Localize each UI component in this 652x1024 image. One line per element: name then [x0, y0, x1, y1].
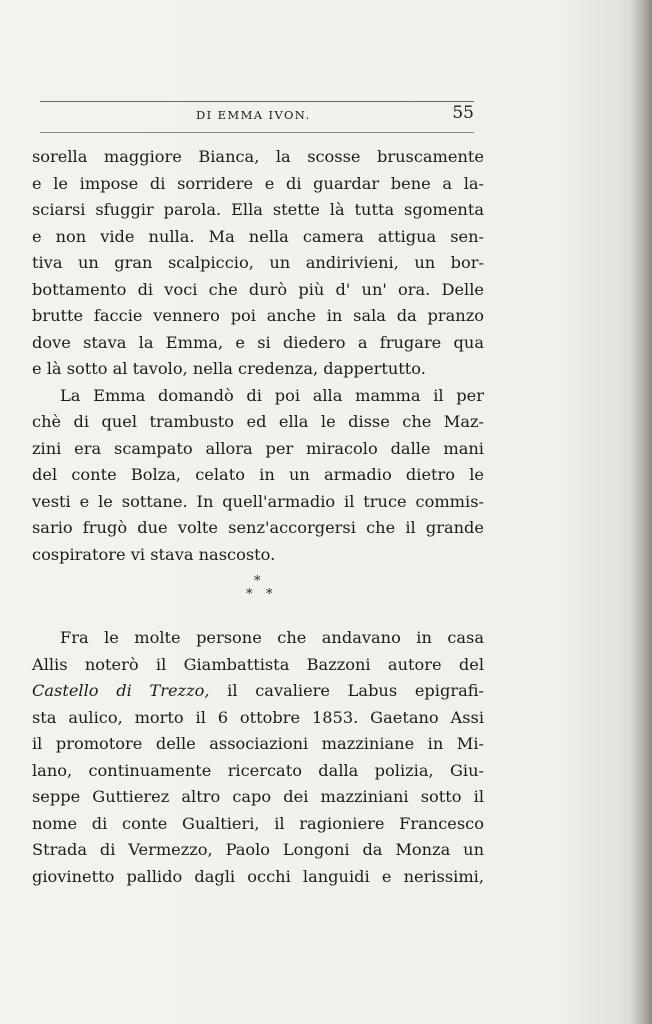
body-text-lower — [32, 625, 484, 890]
text-line: brutte faccie vennero poi anche in sala da pranzo — [32, 306, 484, 325]
header-rule-top — [40, 101, 474, 102]
text-line-italic-title — [32, 678, 484, 705]
asterism-divider — [230, 574, 290, 614]
book-title-italic: Castello di Trezzo, — [32, 681, 210, 700]
text-line: tiva un gran scalpiccio, un andirivieni, un bor- — [32, 253, 484, 272]
text-line: dove stava la Emma, e si diedero a frugare qua — [32, 332, 484, 352]
header-rule-bottom — [40, 132, 474, 133]
text-line: sario frugò due volte senz'accorgersi che il grande — [32, 518, 484, 537]
text-line: giovinetto pallido dagli occhi languidi e nerissimi, — [32, 866, 484, 886]
text-line: del conte Bolza, celato in un armadio dietro le — [32, 465, 484, 484]
text-line: seppe Guttierez altro capo dei mazziniani sotto il — [32, 787, 484, 806]
text-line: sciarsi sfuggir parola. Ella stette là tutta sgomenta — [32, 200, 484, 219]
text-line: cospiratore vi stava nascosto. — [32, 544, 276, 564]
running-title: DI EMMA IVON. — [196, 108, 311, 122]
text-line: e là sotto al tavolo, nella credenza, dappertutto. — [32, 359, 426, 378]
text-line: La Emma domandò di poi alla mamma il per — [60, 385, 484, 405]
text-line: Strada di Vermezzo, Paolo Longoni da Monza un — [32, 840, 484, 859]
text-line: Fra le molte persone che andavano in casa — [60, 628, 484, 647]
body-text-upper — [32, 144, 484, 568]
text-line: nome di conte Gualtieri, il ragioniere Francesco — [32, 813, 484, 833]
text-line: il promotore delle associazioni mazziniane in Mi- — [32, 734, 484, 753]
text-line: e le impose di sorridere e di guardar bene a la- — [32, 173, 484, 193]
text-line: bottamento di voci che durò più d' un' ora. Delle — [32, 279, 484, 299]
text-line: zini era scampato allora per miracolo dalle mani — [32, 438, 484, 458]
text-line: e non vide nulla. Ma nella camera attigua sen- — [32, 226, 484, 246]
running-header — [40, 98, 474, 130]
asterism-star: * — [254, 574, 261, 589]
text-line: sta aulico, morto il 6 ottobre 1853. Gaetano Assi — [32, 707, 484, 727]
page-edge-shadow — [630, 0, 652, 1024]
text-line-rest: il cavaliere Labus epigrafi- — [209, 681, 484, 700]
text-line: vesti e le sottane. In quell'armadio il truce commis- — [32, 491, 484, 511]
text-line: lano, continuamente ricercato dalla polizia, Giu- — [32, 760, 484, 780]
asterism-star: * — [246, 587, 253, 602]
text-line: chè di quel trambusto ed ella le disse che Maz- — [32, 412, 484, 431]
text-line: sorella maggiore Bianca, la scosse bruscamente — [32, 147, 484, 166]
asterism-star: * — [266, 587, 273, 602]
text-line: Allis noterò il Giambattista Bazzoni autore del — [32, 654, 484, 674]
page-number: 55 — [452, 103, 474, 123]
